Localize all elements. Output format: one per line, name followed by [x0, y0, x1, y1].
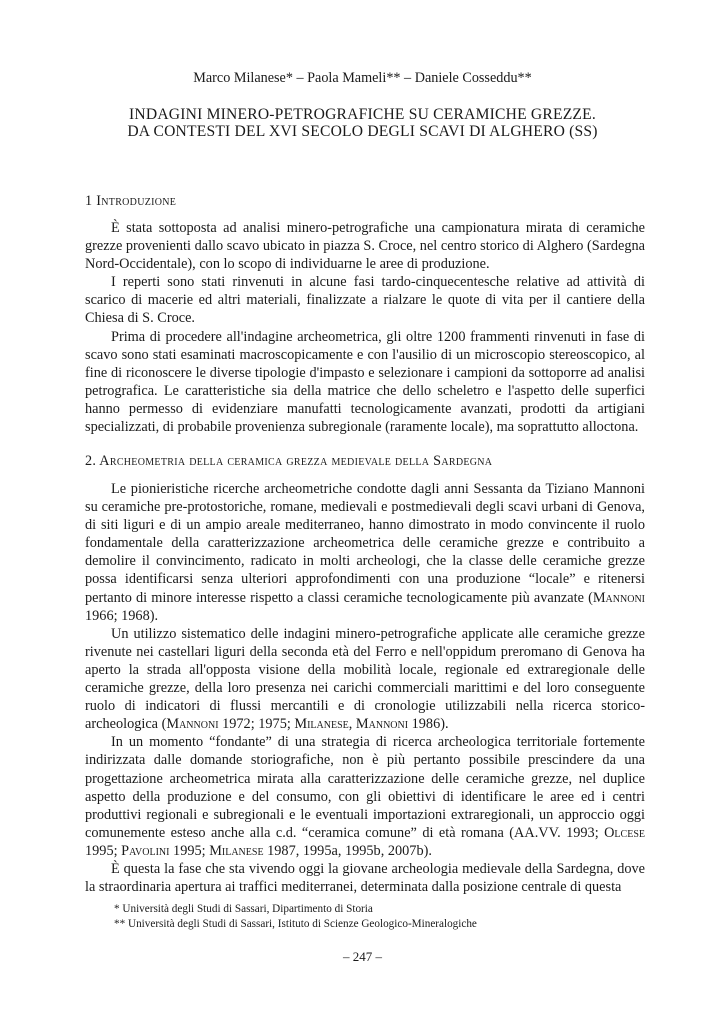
- section-1-body: [85, 219, 645, 436]
- footnotes: [114, 902, 634, 932]
- citation-author: Mannoni: [166, 716, 219, 733]
- paragraph: In un momento “fondante” di una strategia di ricerca archeologica territoriale fortemente indirizzata dalle domande storiografiche, non è più pertanto possibile prescindere da una progettazione archeometrica mirata alla caratterizzazione delle ceramiche grezze, nel duplice aspetto della produzione e del consumo, con gli obiettivi di identificare le aree ed i centri produttivi regionali e subregionali e le eventuali importazioni extraregionali, un approccio oggi comunemente esteso anche alla c.d. “ceramica comune” di età romana (AA.VV. 1993; Olcese 1995; Pavolini 1995; Milanese 1987, 1995a, 1995b, 2007b).: [85, 734, 645, 859]
- citation-author: Milanese, Mannoni: [294, 716, 409, 733]
- author-line: Marco Milanese* – Paola Mameli** – Daniele Cosseddu**: [193, 70, 532, 86]
- title-line-1: INDAGINI MINERO-PETROGRAFICHE SU CERAMICHE GREZZE.: [129, 106, 596, 123]
- footnote: * Università degli Studi di Sassari, Dipartimento di Storia: [114, 903, 373, 915]
- citation-author: Pavolini: [121, 842, 170, 859]
- paragraph: È stata sottoposta ad analisi minero-petrografiche una campionatura mirata di ceramiche grezze provenienti dallo scavo ubicato in piazza S. Croce, nel centro storico di Alghero (Sardegna Nord-Occidentale), con lo scopo di individuarne le aree di produzione.: [85, 220, 645, 273]
- title-line-2: DA CONTESTI DEL XVI SECOLO DEGLI SCAVI DI ALGHERO (SS): [127, 123, 598, 140]
- citation-author: Mannoni: [592, 589, 645, 606]
- paragraph: Prima di procedere all'indagine archeometrica, gli oltre 1200 frammenti rinvenuti in fase di scavo sono stati esaminati macroscopicamente e con l'ausilio di un microscopio stereoscopico, al fine di riconoscere le diverse tipologie d'impasto e selezionare i campioni da sottoporre ad analisi petrografica. Le caratteristiche sia della matrice che dello scheletro e l'aspetto delle superfici hanno permesso di evidenziare manufatti tecnologicamente avanzati, prodotti da artigiani specializzati, di probabile provenienza subregionale (raramente locale), ma soprattutto alloctona.: [85, 328, 645, 436]
- paragraph: Un utilizzo sistematico delle indagini minero-petrografiche applicate alle ceramiche grezze rivenute nei castellari liguri della seconda età del Ferro e nell'oppidum preromano di Genova ha aperto la strada all'opposta visione della mobilità locale, regionale ed extraregionale delle ceramiche grezze, della loro presenza nei carichi commerciali marittimi e del loro conseguente ruolo di indicatori di flussi mercantili e di cronologie utilizzabili nella ricerca storico-archeologica (Mannoni 1972; 1975; Milanese, Mannoni 1986).: [85, 625, 645, 733]
- page-number: – 247 –: [343, 949, 382, 964]
- paragraph: I reperti sono stati rinvenuti in alcune fasi tardo-cinquecentesche relative ad attività di scarico di macerie ed altri materiali, finalizzate a rialzare le quote di vita per il cantiere della Chiesa di S. Croce.: [85, 274, 645, 327]
- footnote: ** Università degli Studi di Sassari, Istituto di Scienze Geologico-Mineralogiche: [114, 918, 477, 930]
- section-1-heading: 1 Introduzione: [85, 193, 177, 209]
- paper-title: [60, 106, 665, 140]
- paragraph: È questa la fase che sta vivendo oggi la giovane archeologia medievale della Sardegna, dove la straordinaria apertura ai traffici mediterranei, determinata dalla posizione centrale di questa: [85, 860, 645, 896]
- section-2-heading: 2. Archeometria della ceramica grezza medievale della Sardegna: [85, 453, 493, 469]
- citation-author: Milanese: [209, 842, 264, 859]
- section-2-body: [85, 480, 645, 896]
- citation-author: Olcese: [604, 824, 645, 841]
- paragraph: Le pionieristiche ricerche archeometriche condotte dagli anni Sessanta da Tiziano Mannoni su ceramiche pre-protostoriche, romane, medievali e postmedievali degli scavi urbani di Genova, di siti liguri e di un ampio areale mediterraneo, hanno dimostrato in modo convincente il ruolo fondamentale della caratterizzazione archeometrica delle ceramiche grezze e contribuito a demolire il convincimento, radicato in molti archeologi, che la classe delle ceramiche grezze possa identificarsi senza ulteriori approfondimenti con una produzione “locale” e ritenersi pertanto di minore interesse rispetto a classi ceramiche tecnologicamente più avanzate (Mannoni 1966; 1968).: [85, 481, 645, 624]
